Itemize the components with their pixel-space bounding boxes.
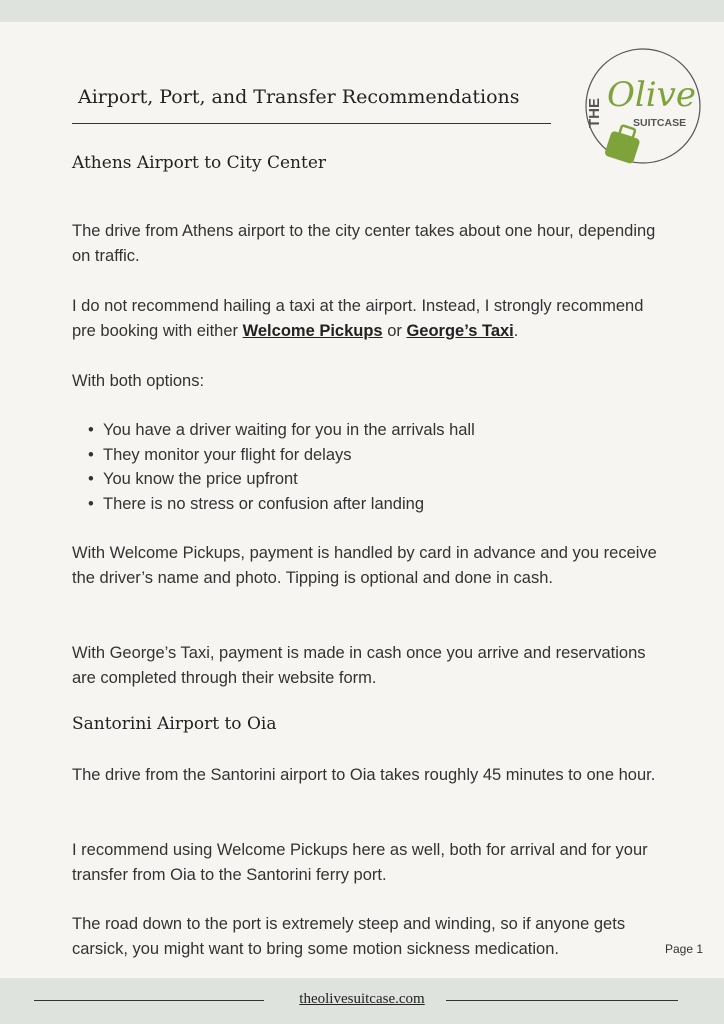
georges-taxi-paragraph: With George’s Taxi, payment is made in cash once you arrive and reservations are completed through their website form. — [72, 644, 646, 687]
booking-text: I do not recommend hailing a taxi at the airport. Instead, I strongly recommend pre booking with either — [72, 297, 644, 340]
benefits-list — [72, 418, 475, 516]
section-heading-santorini: Santorini Airport to Oia — [72, 714, 277, 734]
page-title: Airport, Port, and Transfer Recommendations — [78, 86, 520, 108]
santorini-pickups-paragraph: I recommend using Welcome Pickups here as well, both for arrival and for your transfer from Oia to the Santorini ferry port. — [72, 841, 648, 884]
page-number: Page 1 — [665, 942, 704, 956]
santorini-drive-paragraph: The drive from the Santorini airport to Oia takes roughly 45 minutes to one hour. — [72, 766, 656, 784]
logo-suitcase-word: SUITCASE — [633, 117, 687, 129]
athens-drive-paragraph: The drive from Athens airport to the city center takes about one hour, depending on traffic. — [72, 222, 656, 265]
list-item: • You have a driver waiting for you in the arrivals hall — [72, 418, 475, 443]
georges-taxi-link[interactable]: George’s Taxi — [406, 322, 514, 340]
top-band — [0, 0, 724, 22]
port-road-paragraph: The road down to the port is extremely steep and winding, so if anyone gets carsick, you might want to bring some motion sickness medication. — [72, 915, 626, 958]
list-item: • They monitor your flight for delays — [72, 443, 475, 468]
list-item: • You know the price upfront — [72, 467, 475, 492]
athens-booking-paragraph — [72, 294, 662, 344]
both-options-paragraph: With both options: — [72, 372, 205, 390]
welcome-pickups-link[interactable]: Welcome Pickups — [242, 322, 383, 340]
footer-website-link[interactable]: theolivesuitcase.com — [299, 991, 425, 1007]
booking-or: or — [382, 322, 407, 340]
olive-suitcase-logo — [577, 40, 709, 172]
booking-period: . — [513, 322, 519, 340]
title-divider — [72, 123, 551, 124]
list-item: • There is no stress or confusion after landing — [72, 492, 475, 517]
logo-the: THE — [586, 98, 603, 128]
section-heading-athens: Athens Airport to City Center — [72, 153, 327, 173]
logo-olive: Olive — [607, 75, 696, 115]
welcome-pickups-paragraph: With Welcome Pickups, payment is handled by card in advance and you receive the driver’s name and photo. Tipping is optional and done in cash. — [72, 544, 657, 587]
